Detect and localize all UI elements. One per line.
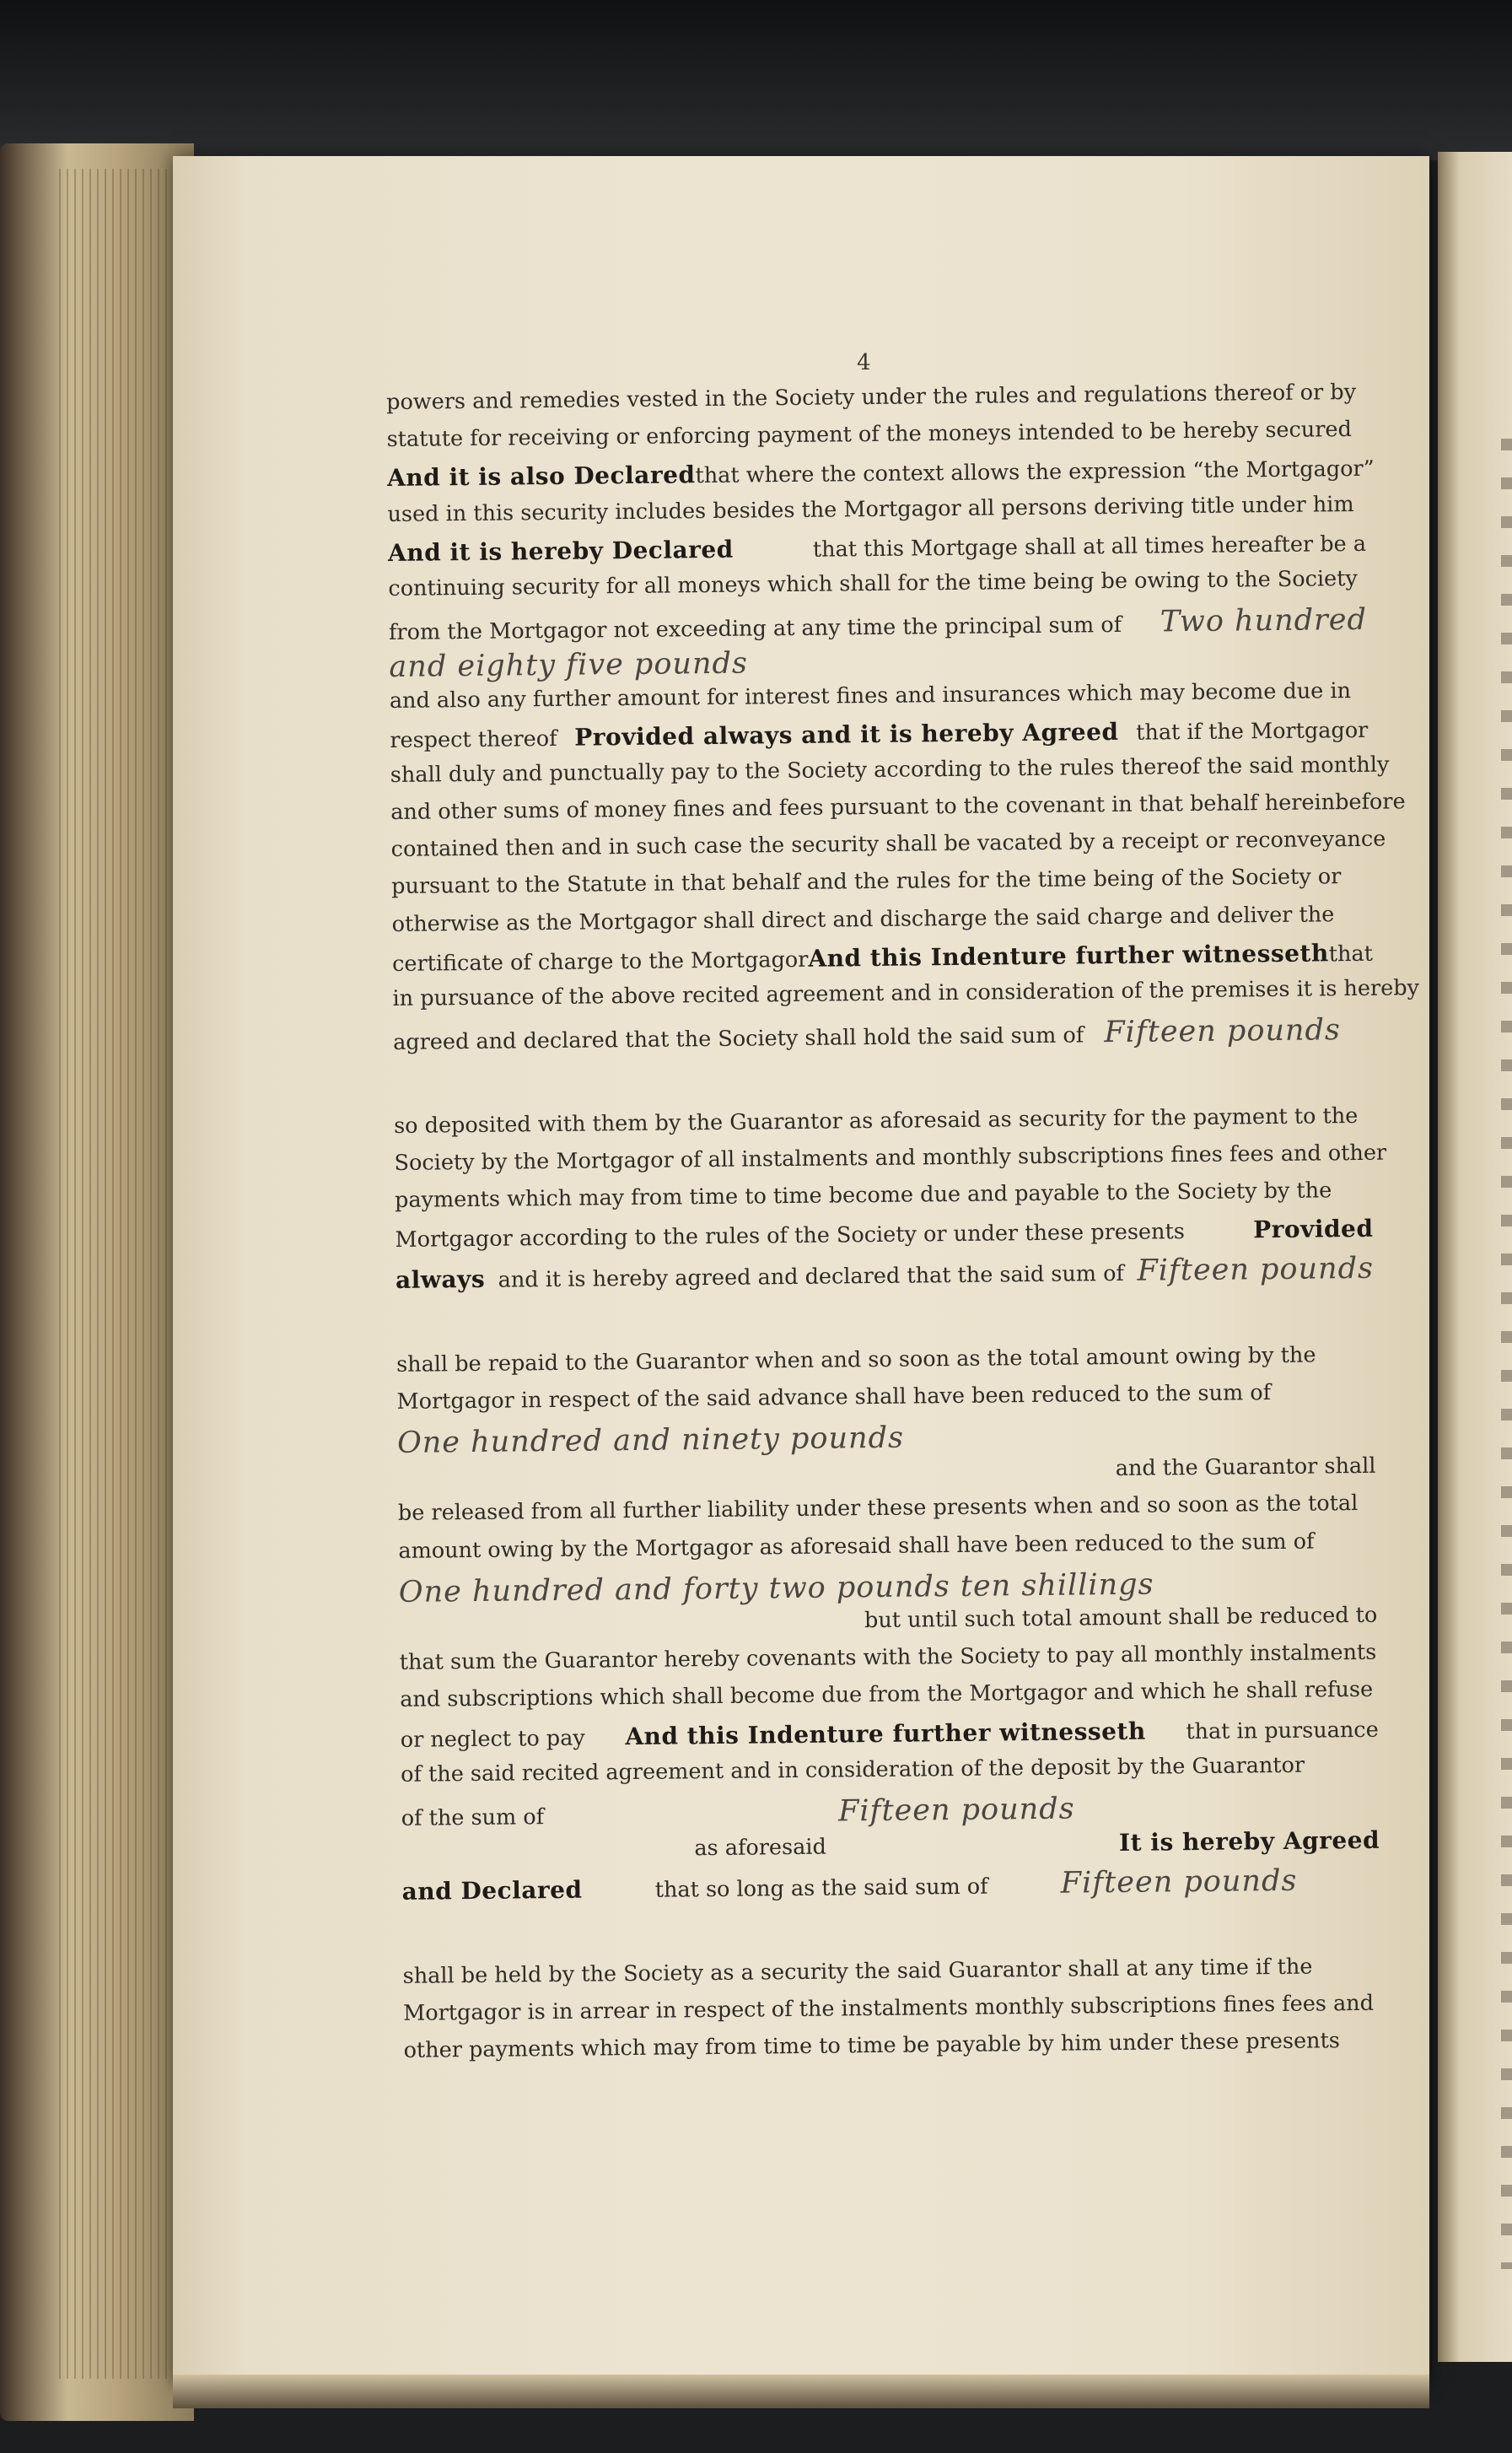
handwritten-entry: Fifteen pounds xyxy=(837,1792,1075,1829)
text-line: of the said recited agreement and in consideration of the deposit by the Guarantor xyxy=(401,1752,1305,1787)
blackletter-heading: Provided xyxy=(1252,1214,1374,1244)
text-line: so deposited with them by the Guarantor as aforesaid as security for the payment to the xyxy=(393,1103,1359,1139)
text-line: powers and remedies vested in the Society under the rules and regulations thereof or by xyxy=(386,379,1357,415)
page-stack-edges xyxy=(59,169,186,2379)
handwritten-entry: and eighty five pounds xyxy=(389,646,749,685)
text-line: or neglect to pay And this Indenture further witnesseth that in pursuance xyxy=(400,1717,1379,1753)
handwritten-entry: One hundred and forty two pounds ten shillings xyxy=(398,1567,1154,1609)
text-line: of the sum of Fifteen pounds xyxy=(401,1792,1075,1831)
handwritten-entry: Fifteen pounds xyxy=(1137,1252,1375,1289)
text-line: certificate of charge to the Mortgagor And this Indenture further witnesseth that xyxy=(391,939,1374,977)
text-line: Mortgagor according to the rules of the Society or under these presents Provided xyxy=(395,1214,1374,1253)
text-line: shall be repaid to the Guarantor when and so soon as the total amount owing by the xyxy=(395,1342,1316,1377)
text-line: other payments which may from time to time be payable by him under these presents xyxy=(403,2028,1341,2063)
text-line: agreed and declared that the Society shall hold the said sum of Fifteen pounds xyxy=(392,1013,1342,1056)
text-line: and also any further amount for interest fines and insurances which may become due in xyxy=(389,677,1352,714)
text-line: shall be held by the Society as a security the said Guarantor shall at any time if the xyxy=(402,1954,1313,1989)
text-line: statute for receiving or enforcing payment of the moneys intended to be hereby secured xyxy=(386,417,1353,453)
scan-background xyxy=(0,0,1512,160)
text-line: from the Mortgagor not exceeding at any time the principal sum of Two hundred xyxy=(388,602,1368,646)
text-line: And it is also Declared that where the context allows the expression “the Mortgagor” xyxy=(386,456,1375,493)
deed-body-text xyxy=(386,379,1420,2075)
text-line: contained then and in such case the security shall be vacated by a receipt or reconveyance xyxy=(390,826,1386,863)
text-line: and the Guarantor shall xyxy=(1115,1453,1376,1482)
text-line: payments which may from time to time become due and payable to the Society by the xyxy=(394,1178,1332,1213)
text-line: in pursuance of the above recited agreement and in consideration of the premises it is hereby xyxy=(392,975,1420,1011)
text-line: and subscriptions which shall become due from the Mortgagor and which he shall refuse xyxy=(400,1677,1374,1713)
facing-page-text-fragments xyxy=(1501,413,1512,2269)
blackletter-heading: Provided always and it is hereby Agreed xyxy=(574,717,1119,752)
handwritten-entry: One hundred and ninety pounds xyxy=(396,1421,905,1460)
text-line: used in this security includes besides the Mortgagor all persons deriving title under him xyxy=(387,491,1354,527)
text-line: Society by the Mortgagor of all instalments and monthly subscriptions fines fees and other xyxy=(394,1140,1387,1176)
text-line: be released from all further liability under these presents when and so soon as the total xyxy=(397,1491,1359,1527)
text-line: Mortgagor is in arrear in respect of the instalments monthly subscriptions fines fees and xyxy=(402,1990,1375,2026)
text-line: otherwise as the Mortgagor shall direct and discharge the said charge and deliver the xyxy=(391,901,1335,937)
blackletter-heading: And it is also Declared xyxy=(386,461,696,493)
text-line: Mortgagor in respect of the said advance shall have been reduced to the sum of xyxy=(396,1379,1272,1415)
blackletter-heading: And this Indenture further witnesseth xyxy=(625,1717,1146,1750)
text-line: amount owing by the Mortgagor as aforesaid shall have been reduced to the sum of xyxy=(398,1528,1315,1564)
handwritten-entry: Two hundred xyxy=(1160,602,1368,639)
handwritten-entry: Fifteen pounds xyxy=(1060,1864,1298,1901)
text-line: but until such total amount shall be reduced to xyxy=(864,1602,1378,1634)
text-line: shall duly and punctually pay to the Society according to the rules thereof the said monthly xyxy=(390,752,1390,788)
blackletter-heading: always xyxy=(395,1265,486,1295)
text-line: continuing security for all moneys which shall for the time being be owing to the Society xyxy=(388,565,1359,601)
text-line: that sum the Guarantor hereby covenants with the Society to pay all monthly instalments xyxy=(399,1639,1377,1676)
text-line: respect thereof Provided always and it is hereby Agreed that if the Mortgagor xyxy=(390,717,1369,753)
blackletter-heading: And this Indenture further witnesseth xyxy=(808,939,1329,973)
page-number: 4 xyxy=(857,350,871,375)
handwritten-entry: Fifteen pounds xyxy=(1104,1013,1342,1050)
text-line: and other sums of money fines and fees pursuant to the covenant in that behalf hereinbefore xyxy=(390,789,1406,826)
blackletter-heading: and Declared xyxy=(401,1875,583,1906)
text-line: as aforesaid It is hereby Agreed xyxy=(694,1825,1380,1862)
page-bottom-edge xyxy=(173,2375,1429,2408)
text-line: pursuant to the Statute in that behalf and the rules for the time being of the Society or xyxy=(391,864,1342,900)
text-line: and Declared that so long as the said sum of Fifteen pounds xyxy=(401,1864,1298,1906)
blackletter-heading: And it is hereby Declared xyxy=(387,535,734,567)
text-line: always and it is hereby agreed and declared that the said sum of Fifteen pounds xyxy=(395,1252,1375,1295)
text-line: And it is hereby Declared that this Mortgage shall at all times hereafter be a xyxy=(387,531,1367,567)
blackletter-heading: It is hereby Agreed xyxy=(1118,1825,1380,1857)
